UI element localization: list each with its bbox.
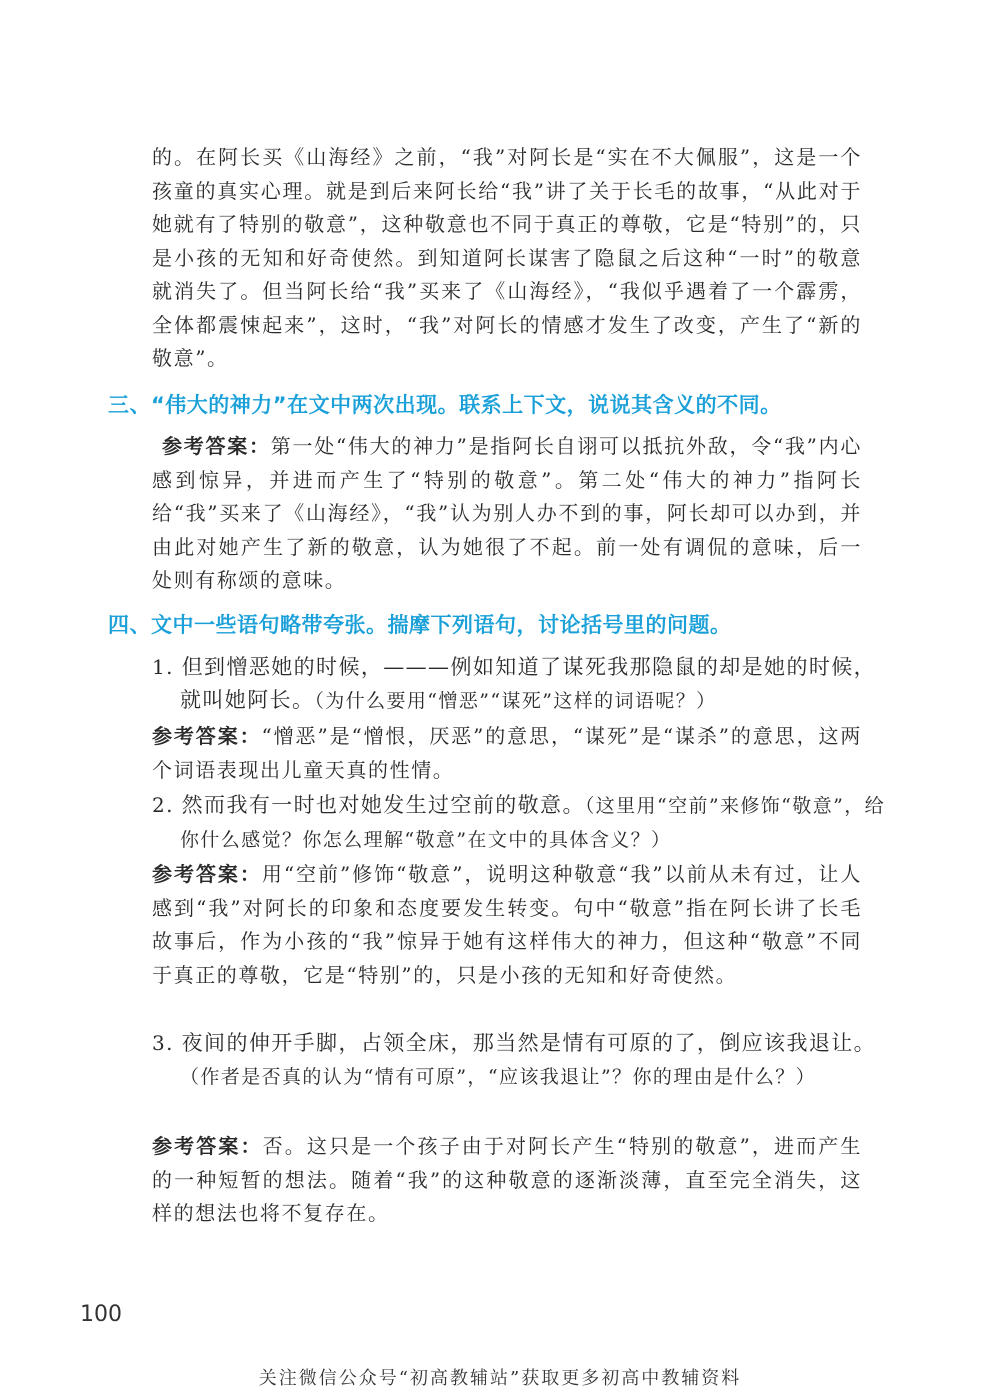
answer-text: 用“空前”修饰“敬意”，说明这种敬意“我”以前从未有过，让人感到“我”对阿长的印象和态度要发生转变。句中“敬意”指在阿长讲了长毛故事后，作为小孩的“我”惊异于她有这样伟大的神力，但这种“敬意”不同于真正的尊敬，它是“特别”的，只是小孩的无知和好奇使然。 [152, 862, 862, 987]
answer-label: 参考答案： [152, 724, 262, 748]
page-number: 100 [80, 1302, 122, 1327]
item-1-answer [152, 720, 862, 787]
item-quote: 夜间的伸开手脚，占领全床，那当然是情有可原的了，倒应该我退让。 [181, 1031, 877, 1055]
section-3-heading: 三、“伟大的神力”在文中两次出现。联系上下文，说说其含义的不同。 [108, 393, 782, 417]
item-number: 3. [152, 1031, 174, 1055]
answer-text: 第一处“伟大的神力”是指阿长自诩可以抵抗外敌，令“我”内心感到惊异，并进而产生了“特别的敬意”。第二处“伟大的神力”指阿长给“我”买来了《山海经》，“我”认为别人办不到的事，阿长却可以办到，并由此对她产生了新的敬意，认为她很了不起。前一处有调侃的意味，后一处则有称颂的意味。 [152, 434, 862, 592]
intro-paragraph: 的。在阿长买《山海经》之前，“我”对阿长是“实在不大佩服”，这是一个孩童的真实心理。就是到后来阿长给“我”讲了关于长毛的故事，“从此对于她就有了特别的敬意”，这种敬意也不同于真正的尊敬，它是“特别”的，只是小孩的无知和好奇使然。到知道阿长谋害了隐鼠之后这种“一时”的敬意就消失了。但当阿长给“我”买来了《山海经》，“我似乎遇着了一个霹雳，全体都震悚起来”，这时，“我”对阿长的情感才发生了改变，产生了“新的敬意”。 [152, 145, 862, 370]
item-question: （为什么要用“憎恶”“谋死”这样的词语呢？） [314, 690, 717, 712]
section-4-heading: 四、文中一些语句略带夸张。揣摩下列语句，讨论括号里的问题。 [108, 613, 732, 637]
item-quote: 然而我有一时也对她发生过空前的敬意。 [181, 793, 585, 817]
answer-text: 否。这只是一个孩子由于对阿长产生“特别的敬意”，进而产生的一种短暂的想法。随着“我”的这种敬意的逐渐淡薄，直至完全消失，这样的想法也将不复存在。 [152, 1134, 863, 1225]
answer-label: 参考答案： [162, 434, 271, 458]
item-question: （作者是否真的认为“情有可原”，“应该我退让”？你的理由是什么？） [180, 1066, 817, 1088]
section-3-answer [152, 430, 862, 598]
question-item-2 [152, 789, 892, 857]
question-item-3 [152, 1027, 892, 1094]
answer-label: 参考答案： [152, 1134, 263, 1158]
item-2-answer [152, 858, 862, 992]
item-3-answer [152, 1130, 862, 1231]
item-question: （这里用“空前”来修饰“敬意”，给你什么感觉？你怎么理解“敬意”在文中的具体含义？） [180, 795, 886, 851]
item-quote: 但到憎恶她的时候，———例如知道了谋死我那隐鼠的却是她的时候，就叫她阿长。 [180, 655, 877, 712]
answer-text: “憎恶”是“憎恨，厌恶”的意思，“谋死”是“谋杀”的意思，这两个词语表现出儿童天真的性情。 [152, 724, 862, 782]
question-item-1 [152, 651, 892, 718]
item-number: 2. [152, 793, 174, 817]
item-number: 1. [152, 655, 174, 679]
footer-note: 关注微信公众号“初高教辅站”获取更多初高中教辅资料 [258, 1368, 742, 1389]
answer-label: 参考答案： [152, 862, 262, 886]
